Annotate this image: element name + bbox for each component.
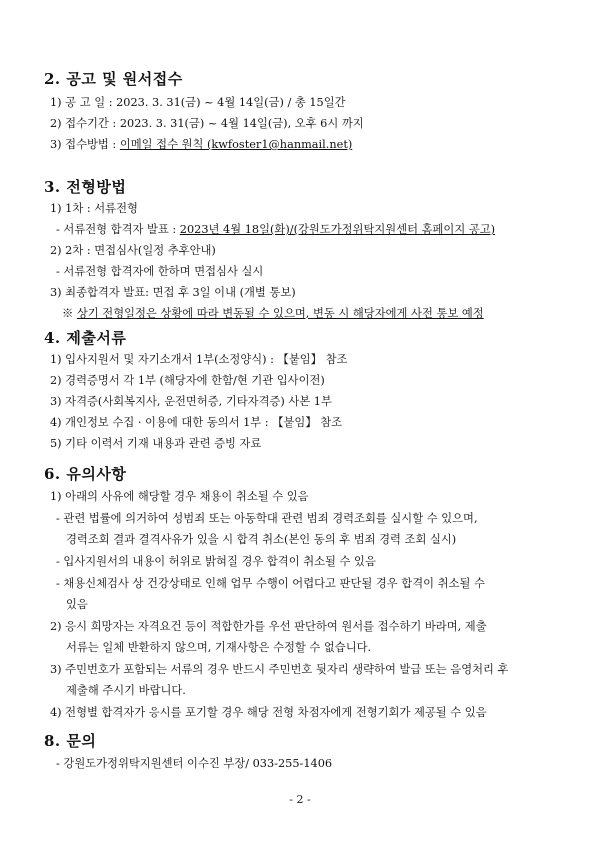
announce-date-line: 1) 공 고 일 : 2023. 3. 31(금) ~ 4월 14일(금) / 총 15일간 xyxy=(50,96,346,109)
first-round-result-label: - 서류전형 합격자 발표 : xyxy=(56,223,180,236)
section-title-contact: 8. 문의 xyxy=(44,732,97,750)
notes-item-1-a-cont: 경력조회 결과 결격사유가 있을 시 합격 취소(본인 동의 후 범죄 경력 조회 실시) xyxy=(66,533,457,546)
notes-item-1-c: - 채용신체검사 상 건강상태로 인해 업무 수행이 어렵다고 판단될 경우 합격이 취소될 수 xyxy=(56,577,485,590)
application-method-line xyxy=(50,137,352,153)
first-round-line: 1) 1차 : 서류전형 xyxy=(50,202,138,215)
section-title-screening: 3. 전형방법 xyxy=(44,178,127,196)
final-result-line: 3) 최종합격자 발표: 면접 후 3일 이내 (개별 통보) xyxy=(50,286,296,299)
notes-item-1-c-cont: 있음 xyxy=(66,598,88,611)
document-item-4: 4) 개인정보 수집 · 이용에 대한 동의서 1부 : 【붙임】 참조 xyxy=(50,416,343,429)
application-method-label: 3) 접수방법 : xyxy=(50,138,120,151)
document-item-5: 5) 기타 이력서 기재 내용과 관련 증빙 자료 xyxy=(50,437,262,450)
contact-line: - 강원도가정위탁지원센터 이수진 부장/ 033-255-1406 xyxy=(56,757,333,770)
notes-item-1-b: - 입사지원서의 내용이 허위로 밝혀질 경우 합격이 취소될 수 있음 xyxy=(56,555,376,568)
application-email: 이메일 접수 원칙 (kwfoster1@hanmail.net) xyxy=(119,138,353,151)
schedule-note-text: 상기 전형일정은 상황에 따라 변동될 수 있으며, 변동 시 해당자에게 사전 통보 예정 xyxy=(76,307,484,320)
notes-item-2-cont: 서류는 일체 반환하지 않으며, 기재사항은 수정할 수 없습니다. xyxy=(66,641,372,654)
second-round-detail-line: - 서류전형 합격자에 한하며 면접심사 실시 xyxy=(56,265,264,278)
schedule-note-line xyxy=(62,306,484,322)
notes-item-3-cont: 제출해 주시기 바랍니다. xyxy=(66,684,186,697)
note-mark: ※ xyxy=(62,307,77,320)
page-number: - 2 - xyxy=(289,793,311,806)
notes-item-1: 1) 아래의 사유에 해당할 경우 채용이 취소될 수 있음 xyxy=(50,490,309,503)
document-item-2: 2) 경력증명서 각 1부 (해당자에 한함/현 기관 입사이전) xyxy=(50,374,325,387)
section-title-documents: 4. 제출서류 xyxy=(44,329,127,347)
document-item-3: 3) 자격증(사회복지사, 운전면허증, 기타자격증) 사본 1부 xyxy=(50,395,332,408)
document-item-1: 1) 입사지원서 및 자기소개서 1부(소정양식) : 【붙임】 참조 xyxy=(50,353,348,366)
notes-item-1-a: - 관련 법률에 의거하여 성범죄 또는 아동학대 관련 범죄 경력조회를 실시할 수 있으며, xyxy=(56,512,478,525)
second-round-line: 2) 2차 : 면접심사(일정 추후안내) xyxy=(50,244,216,257)
first-round-result-date: 2023년 4월 18일(화)/(강원도가정위탁지원센터 홈페이지 공고) xyxy=(179,223,496,236)
first-round-result-line xyxy=(56,222,495,238)
section-title-application: 2. 공고 및 원서접수 xyxy=(44,70,183,88)
notes-item-3: 3) 주민번호가 포함되는 서류의 경우 반드시 주민번호 뒷자리 생략하여 발급 또는 음영처리 후 xyxy=(50,663,509,676)
notes-item-4: 4) 전형별 합격자가 응시를 포기할 경우 해당 전형 차점자에게 전형기회가 제공될 수 있음 xyxy=(50,706,487,719)
application-period-line: 2) 접수기간 : 2023. 3. 31(금) ~ 4월 14일(금), 오후 6시 까지 xyxy=(50,117,364,130)
section-title-notes: 6. 유의사항 xyxy=(44,465,127,483)
notes-item-2: 2) 응시 희망자는 자격요건 등이 적합한가를 우선 판단하여 원서를 접수하기 바라며, 제출 xyxy=(50,620,487,633)
